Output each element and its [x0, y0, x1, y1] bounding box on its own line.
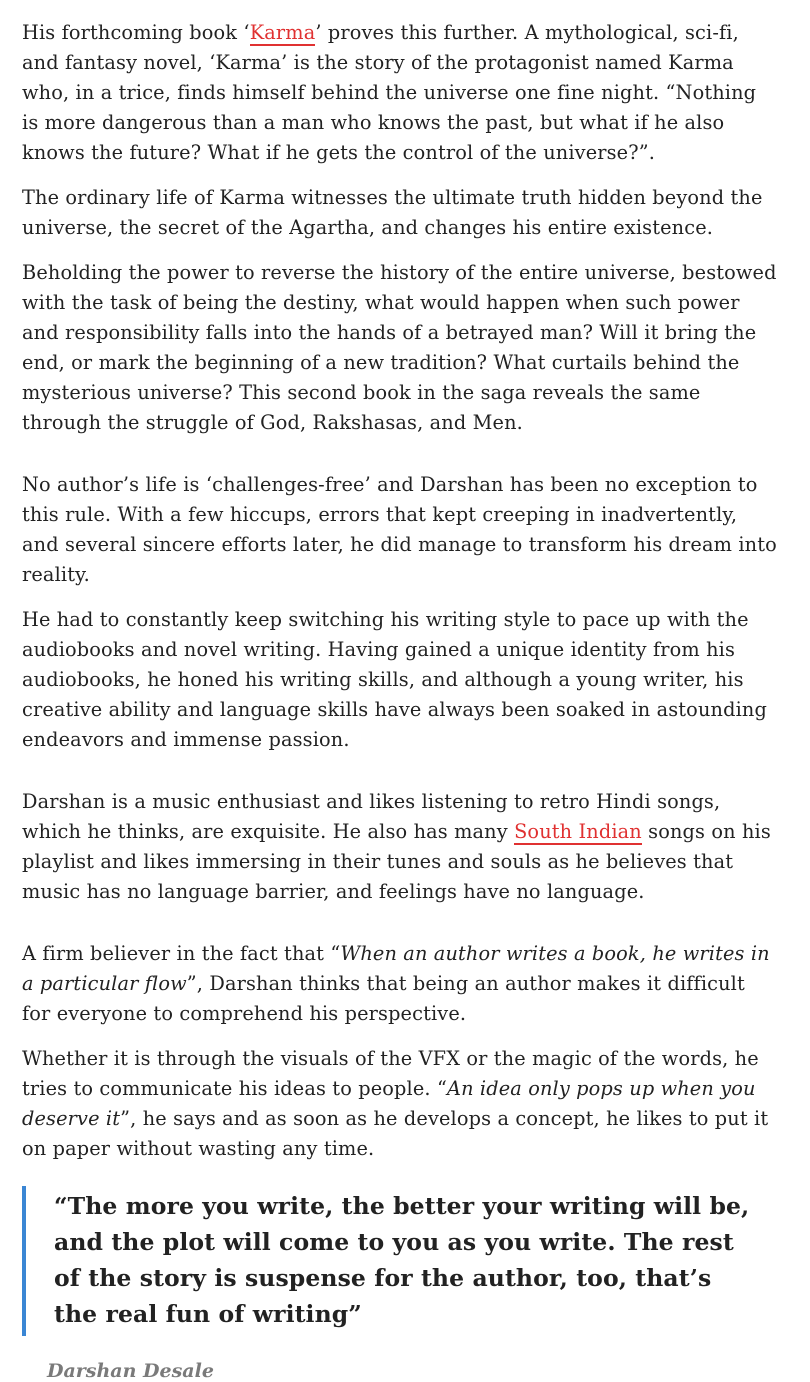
- paragraph-text: ”, he says and as soon as he develops a concept, he likes to put it on paper without wasting any time.: [22, 1107, 769, 1160]
- paragraph-text: Whether it is through the visuals of the VFX or the magic of the words, he tries to communicate his ideas to people. “: [22, 1047, 759, 1100]
- paragraph-firm-believer: [22, 939, 778, 1029]
- paragraph-text: ”, Darshan thinks that being an author makes it difficult for everyone to comprehend his perspective.: [22, 972, 745, 1025]
- paragraph-universe-power: Beholding the power to reverse the history of the entire universe, bestowed with the task of being the destiny, what would happen when such power and responsibility falls into the hands of a betrayed man? Will it bring the end, or mark the beginning of a new tradition? What curtails behind the mysterious universe? This second book in the saga reveals the same through the struggle of God, Rakshasas, and Men.: [22, 261, 777, 434]
- pull-quote-author: Darshan Desale: [47, 1360, 214, 1382]
- paragraph-text: A firm believer in the fact that “: [22, 942, 341, 965]
- paragraph-karma-intro: [22, 18, 778, 168]
- pull-quote: [22, 1186, 754, 1336]
- pull-quote-text: “The more you write, the better your writing will be, and the plot will come to you as you write. The rest of the story is suspense for the author, too, that’s the real fun of writing”: [54, 1192, 750, 1328]
- paragraph-text: His forthcoming book ‘: [22, 21, 250, 44]
- paragraph-visuals: [22, 1044, 778, 1164]
- paragraph-text: ’ proves this further. A mythological, sci-fi, and fantasy novel, ‘Karma’ is the story of the protagonist named Karma who, in a trice, finds himself behind the universe one fine night. “Nothing is more dangerous than a man who knows the past, but what if he also knows the future? What if he gets the control of the universe?”.: [22, 21, 757, 164]
- paragraph-text: Darshan is a music enthusiast and likes listening to retro Hindi songs, which he thinks, are exquisite. He also has many: [22, 790, 721, 843]
- paragraph-music: [22, 787, 778, 907]
- italic-quote: An idea only pops up when you deserve it: [22, 1077, 756, 1130]
- paragraph-text: songs on his playlist and likes immersing in their tunes and souls as he believes that music has no language barrier, and feelings have no language.: [22, 820, 771, 903]
- paragraph-writing-style: He had to constantly keep switching his writing style to pace up with the audiobooks and novel writing. Having gained a unique identity from his audiobooks, he honed his writing skills, and although a young writer, his creative ability and language skills have always been soaked in astounding endeavors and immense passion.: [22, 608, 767, 751]
- paragraph-agartha: The ordinary life of Karma witnesses the ultimate truth hidden beyond the universe, the secret of the Agartha, and changes his entire existence.: [22, 186, 763, 239]
- south-indian-link[interactable]: South Indian: [514, 820, 642, 843]
- italic-quote: When an author writes a book, he writes in a particular flow: [22, 942, 770, 995]
- karma-link[interactable]: Karma: [249, 21, 316, 44]
- paragraph-challenges: No author’s life is ‘challenges-free’ and Darshan has been no exception to this rule. With a few hiccups, errors that kept creeping in inadvertently, and several sincere efforts later, he did manage to transform his dream into reality.: [22, 473, 777, 586]
- article-body: [22, 18, 778, 1382]
